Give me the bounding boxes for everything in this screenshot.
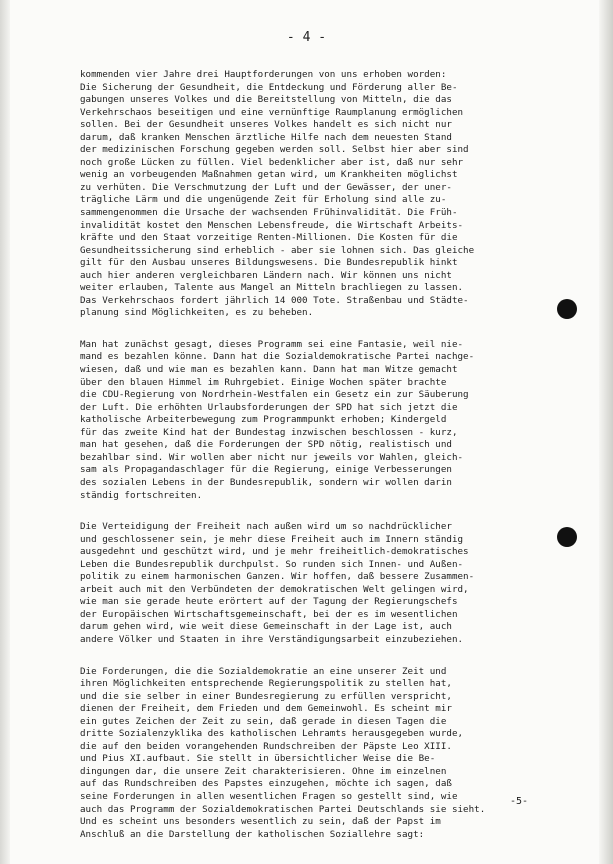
text-line: die auf den beiden vorangehenden Rundschreiben der Päpste Leo XIII. <box>80 740 452 752</box>
text-line: Das Verkehrschaos fordert jährlich 14 000 Tote. Straßenbau und Städte- <box>80 294 469 306</box>
text-line: ständig fortschreiten. <box>80 489 203 501</box>
text-line: Die Sicherung der Gesundheit, die Entdeckung und Förderung aller Be- <box>80 81 458 93</box>
text-line: und die sie selber in einer Bundesregierung zu erfüllen verspricht, <box>80 690 452 702</box>
text-line: der medizinischen Forschung gegeben werden soll. Selbst hier aber sind <box>80 144 469 156</box>
text-line: auch hier anderen vergleichbaren Ländern nach. Wir können uns nicht <box>80 269 452 281</box>
text-line: zu verhüten. Die Verschmutzung der Luft und der Gewässer, der uner- <box>80 181 452 193</box>
text-line: bezahlbar sind. Wir wollen aber nicht nur jeweils vor Wahlen, gleich- <box>80 451 464 463</box>
text-line: arbeit auch mit den Verbündeten der demokratischen Welt gelingen wird, <box>80 583 469 595</box>
text-line: die CDU-Regierung von Nordrhein-Westfalen ein Gesetz ein zur Säuberung <box>80 389 469 401</box>
text-line: man hat gesehen, daß die Forderungen der SPD nötig, realistisch und <box>80 439 452 451</box>
text-line: seine Forderungen in allen wesentlichen Fragen so gestellt sind, wie <box>80 790 458 802</box>
text-line: weiter erlauben, Talente aus Mangel an Mitteln brachliegen zu lassen. <box>80 282 464 294</box>
text-line: wenig an vorbeugenden Maßnahmen getan wird, um Krankheiten möglichst <box>80 169 458 181</box>
text-line: wiesen, daß und wie man es bezahlen kann. Dann hat man Witze gemacht <box>80 364 458 376</box>
text-line: trägliche Lärm und die ungenügende Zeit für Erholung sind alle zu- <box>80 194 447 206</box>
text-line: katholische Arbeiterbewegung zum Programmpunkt erhoben; Kindergeld <box>80 414 447 426</box>
text-line: Man hat zunächst gesagt, dieses Programm sei eine Fantasie, weil nie- <box>80 338 464 350</box>
text-line: mand es bezahlen könne. Dann hat die Sozialdemokratische Partei nachge- <box>80 351 475 363</box>
text-line: ausgedehnt und geschützt wird, und je mehr freiheitlich-demokratisches <box>80 546 469 558</box>
text-line: wie man sie gerade heute erörtert auf der Tagung der Regierungschefs <box>80 596 458 608</box>
punch-hole-upper <box>557 299 577 319</box>
text-line: invalidität kostet den Menschen Lebensfreude, die Wirtschaft Arbeits- <box>80 219 464 231</box>
text-line: Leben die Bundesrepublik durchpulst. So runden sich Innen- und Außen- <box>80 558 464 570</box>
text-line: dingungen dar, die unsere Zeit charakterisieren. Ohne im einzelnen <box>80 765 447 777</box>
text-line: Anschluß an die Darstellung der katholischen Soziallehre sagt: <box>80 828 425 840</box>
scan-edge-left <box>0 0 10 864</box>
text-line: sollen. Bei der Gesundheit unseres Volkes handelt es sich nicht nur <box>80 119 452 131</box>
paragraph <box>80 666 550 842</box>
text-line: noch große Lücken zu füllen. Viel bedenklicher aber ist, daß nur sehr <box>80 156 464 168</box>
text-line: auch das Programm der Sozialdemokratischen Partei Deutschlands sie sieht. <box>80 803 486 815</box>
catchword: -5- <box>510 796 529 807</box>
text-line: sammengenommen die Ursache der wachsenden Frühinvalidität. Die Früh- <box>80 207 458 219</box>
text-line: des sozialen Lebens in der Bundesrepublik, sondern wir wollen darin <box>80 476 452 488</box>
scan-edge-right <box>599 0 613 864</box>
text-line: Die Verteidigung der Freiheit nach außen wird um so nachdrücklicher <box>80 521 452 533</box>
text-line: ein gutes Zeichen der Zeit zu sein, daß gerade in diesen Tagen die <box>80 715 447 727</box>
text-line: Die Forderungen, die die Sozialdemokratie an eine unserer Zeit und <box>80 665 447 677</box>
text-line: planung sind Möglichkeiten, es zu beheben. <box>80 307 314 319</box>
text-line: kräfte und den Staat vorzeitige Renten-Millionen. Die Kosten für die <box>80 232 458 244</box>
paragraph <box>80 339 550 502</box>
text-line: auf das Rundschreiben des Papstes einzugehen, möchte ich sagen, daß <box>80 778 452 790</box>
text-line: gabungen unseres Volkes und die Bereitstellung von Mitteln, die das <box>80 94 452 106</box>
text-line: der Luft. Die erhöhten Urlaubsforderungen der SPD hat sich jetzt die <box>80 401 458 413</box>
text-line: ihren Möglichkeiten entsprechende Regierungspolitik zu stellen hat, <box>80 678 452 690</box>
text-line: dienen der Freiheit, dem Frieden und dem Gemeinwohl. Es scheint mir <box>80 703 452 715</box>
text-line: Verkehrschaos beseitigen und eine vernünftige Raumplanung ermöglichen <box>80 106 464 118</box>
text-line: kommenden vier Jahre drei Hauptforderungen von uns erhoben worden: <box>80 69 447 80</box>
text-line: andere Völker und Staaten in ihre Verständigungsarbeit einzubeziehen. <box>80 633 464 645</box>
text-line: politik zu einem harmonischen Ganzen. Wir hoffen, daß bessere Zusammen- <box>80 571 475 583</box>
text-line: über den blauen Himmel im Ruhrgebiet. Einige Wochen später brachte <box>80 376 447 388</box>
text-line: darum gehen wird, wie weit diese Gemeinschaft in der Lage ist, auch <box>80 621 452 633</box>
paragraph <box>80 69 550 320</box>
text-line: Gesundheitssicherung sind erheblich - aber sie lohnen sich. Das gleiche <box>80 244 475 256</box>
page-number: - 4 - <box>286 30 327 45</box>
punch-hole-lower <box>557 527 577 547</box>
text-line: dritte Sozialenzyklika des katholischen Lehramts herausgegeben wurde, <box>80 728 464 740</box>
text-line: und geschlossener sein, je mehr diese Freiheit auch im Innern ständig <box>80 533 464 545</box>
text-line: für das zweite Kind hat der Bundestag inzwischen beschlossen - kurz, <box>80 426 458 438</box>
paragraph <box>80 521 550 646</box>
text-line: gilt für den Ausbau unseres Bildungswesens. Die Bundesrepublik hinkt <box>80 257 458 269</box>
text-line: und Pius XI.aufbaut. Sie stellt in übersichtlicher Weise die Be- <box>80 753 436 765</box>
body-text <box>80 69 550 860</box>
text-line: darum, daß kranken Menschen ärztliche Hilfe nach dem neuesten Stand <box>80 131 452 143</box>
text-line: der Europäischen Wirtschaftsgemeinschaft, bei der es im wesentlichen <box>80 608 458 620</box>
text-line: sam als Propagandaschlager für die Regierung, einige Verbesserungen <box>80 464 452 476</box>
text-line: Und es scheint uns besonders wesentlich zu sein, daß der Papst im <box>80 816 441 828</box>
